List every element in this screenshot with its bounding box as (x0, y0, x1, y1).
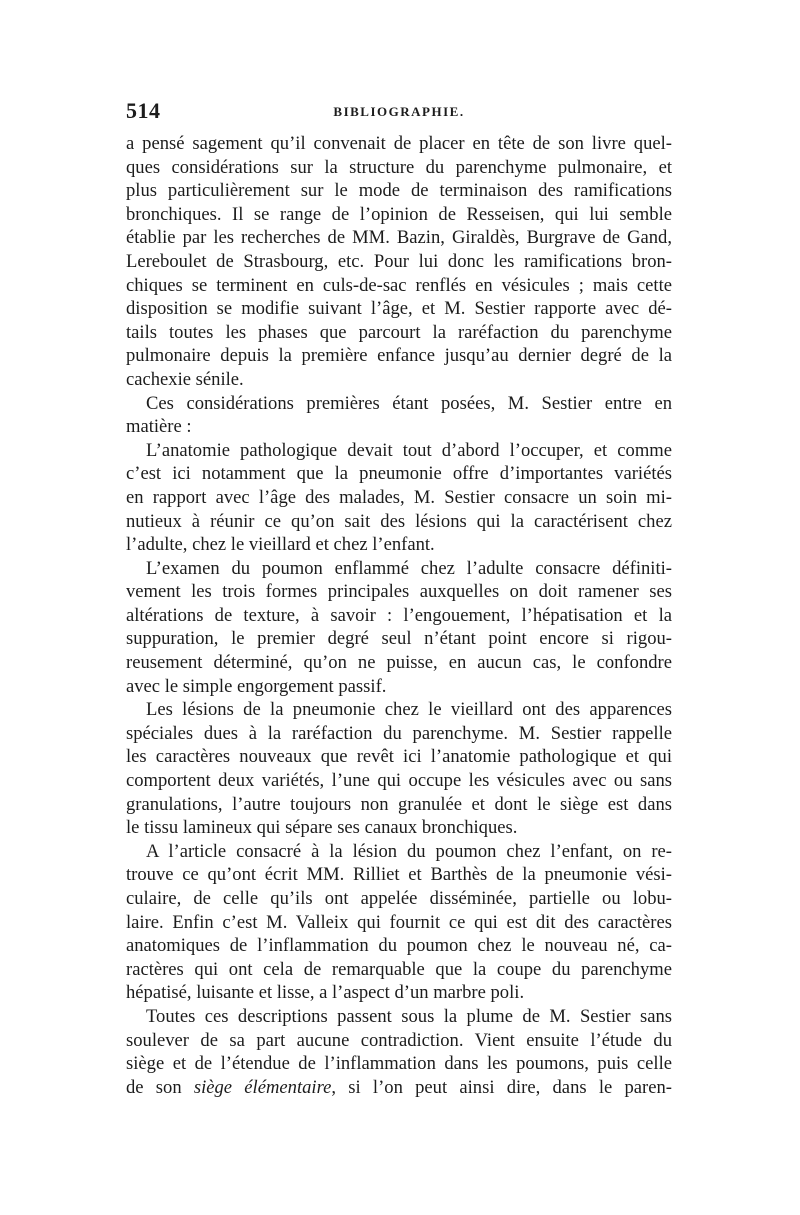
text-line: Lereboulet de Strasbourg, etc. Pour lui donc les ramifications bron- (126, 250, 672, 272)
page-number: 514 (126, 98, 161, 123)
text-line: laire. Enfin c’est M. Valleix qui fournit ce qui est dit des caractères (126, 911, 672, 933)
text-line: L’examen du poumon enflammé chez l’adulte consacre définiti- (146, 557, 672, 579)
text-line: siège et de l’étendue de l’inflammation dans les poumons, puis celle (126, 1053, 672, 1075)
text-line: anatomiques de l’inflammation du poumon chez le nouveau né, ca- (126, 935, 672, 957)
text-line: L’anatomie pathologique devait tout d’abord l’occuper, et comme (146, 439, 672, 461)
text-line: tails toutes les phases que parcourt la raréfaction du parenchyme (126, 321, 672, 343)
text-line: chiques se terminent en culs-de-sac renflés en vésicules ; mais cette (126, 274, 672, 296)
text-line: altérations de texture, à savoir : l’engouement, l’hépatisation et la (126, 604, 672, 626)
text-line: pulmonaire depuis la première enfance jusqu’au dernier degré de la (126, 345, 672, 367)
text-line: Toutes ces descriptions passent sous la plume de M. Sestier sans (146, 1005, 672, 1027)
final-line-end: , si l’on peut ainsi dire, dans le paren- (331, 1076, 672, 1098)
text-line: l’adulte, chez le vieillard et chez l’enfant. (126, 534, 435, 556)
text-line: bronchiques. Il se range de l’opinion de Resseisen, qui lui semble (126, 203, 672, 225)
section-title: BIBLIOGRAPHIE. (333, 104, 465, 119)
text-line: nutieux à réunir ce qu’on sait des lésions qui la caractérisent chez (126, 510, 672, 532)
text-line: matière : (126, 416, 192, 438)
text-line: établie par les recherches de MM. Bazin, Giraldès, Burgrave de Gand, (126, 227, 672, 249)
body-text (126, 132, 672, 1099)
text-line: comportent deux variétés, l’une qui occupe les vésicules avec ou sans (126, 770, 672, 792)
running-head (126, 98, 672, 128)
text-line: avec le simple engorgement passif. (126, 675, 387, 697)
text-line: plus particulièrement sur le mode de terminaison des ramifications (126, 180, 672, 202)
text-line: vement les trois formes principales auxquelles on doit ramener ses (126, 581, 672, 603)
text-line: a pensé sagement qu’il convenait de placer en tête de son livre quel- (126, 133, 672, 154)
final-line-start: de son (126, 1076, 194, 1098)
text-line: c’est ici notamment que la pneumonie offre d’importantes variétés (126, 463, 672, 485)
text-line: le tissu lamineux qui sépare ses canaux bronchiques. (126, 817, 518, 839)
text-line: culaire, de celle qu’ils ont appelée disséminée, partielle ou lobu- (126, 888, 672, 909)
text-line: spéciales dues à la raréfaction du parenchyme. M. Sestier rappelle (126, 722, 672, 744)
text-line: ques considérations sur la structure du parenchyme pulmonaire, et (126, 156, 672, 178)
text-line: disposition se modifie suivant l’âge, et M. Sestier rapporte avec dé- (126, 298, 672, 320)
text-line-final (126, 1076, 672, 1100)
text-line: soulever de sa part aucune contradiction. Vient ensuite l’étude du (126, 1029, 672, 1051)
text-line: Les lésions de la pneumonie chez le vieillard ont des apparences (146, 699, 672, 721)
text-line: en rapport avec l’âge des malades, M. Sestier consacre un soin mi- (126, 486, 672, 508)
text-line: les caractères nouveaux que revêt ici l’anatomie pathologique et qui (126, 746, 672, 768)
text-line: A l’article consacré à la lésion du poumon chez l’enfant, on re- (146, 840, 672, 862)
text-line: reusement déterminé, qu’on ne puisse, en aucun cas, le confondre (126, 652, 672, 674)
text-line: cachexie sénile. (126, 368, 244, 390)
text-line: trouve ce qu’ont écrit MM. Rilliet et Barthès de la pneumonie vési- (126, 864, 672, 886)
text-line: suppuration, le premier degré seul n’étant point encore si rigou- (126, 628, 672, 650)
text-line: granulations, l’autre toujours non granulée et dont le siège est dans (126, 793, 672, 815)
text-line: hépatisé, luisante et lisse, a l’aspect d’un marbre poli. (126, 982, 525, 1004)
text-line: Ces considérations premières étant posées, M. Sestier entre en (146, 392, 672, 414)
italic-phrase: siège élémentaire (193, 1076, 332, 1098)
text-line: ractères qui ont cela de remarquable que la coupe du parenchyme (126, 958, 672, 980)
